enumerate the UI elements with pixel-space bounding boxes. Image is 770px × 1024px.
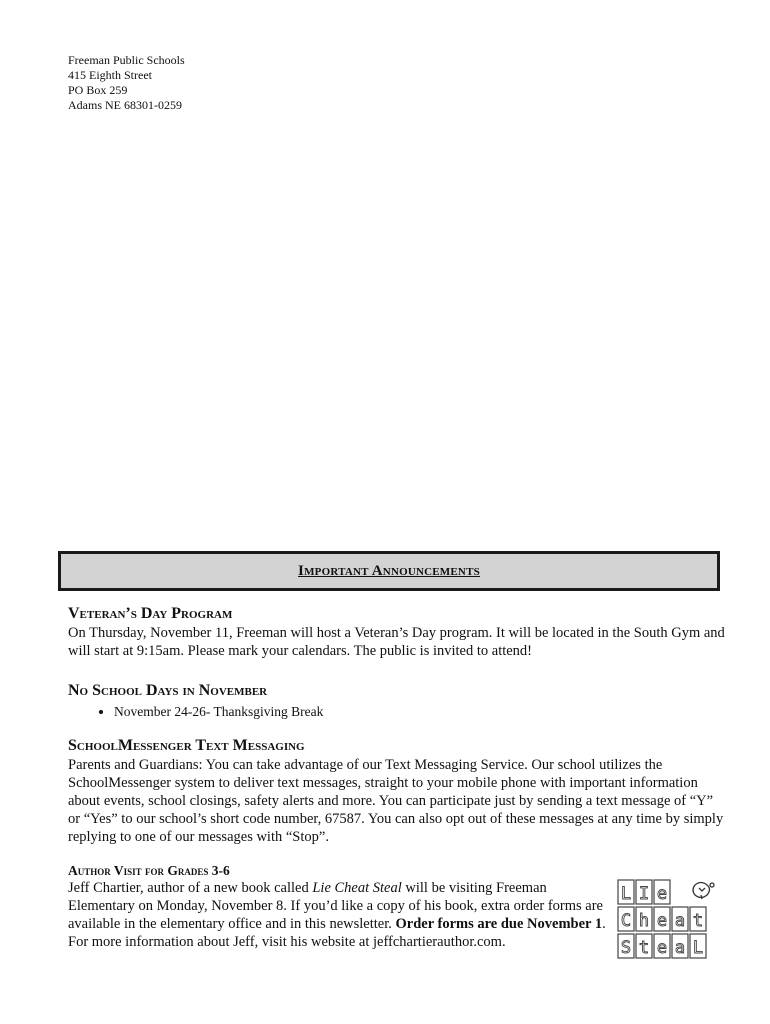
svg-text:e: e: [656, 938, 668, 958]
veterans-day-body: On Thursday, November 11, Freeman will host a Veteran’s Day program. It will be located in the South Gym and will start at 9:15am. Please mark your calendars. The public is invited to attend!: [68, 625, 725, 659]
no-school-section: [68, 681, 728, 721]
announcements-banner: [58, 551, 720, 591]
svg-text:S: S: [620, 938, 632, 958]
author-visit-section: [68, 862, 608, 951]
address-line-3: PO Box 259: [68, 83, 128, 97]
schoolmessenger-body: Parents and Guardians: You can take advantage of our Text Messaging Service. Our school utilizes the SchoolMessenger system to deliver text messages, straight to your mobile phone with important information about events, school closings, safety alerts and more. You can participate just by sending a text message of “Y” or “Yes” to our school’s short code number, 67587. You can also opt out of these messages at any time by simply replying to one of our messages with “Stop”.: [68, 757, 724, 845]
svg-text:C: C: [620, 911, 632, 931]
author-text-2: will be visiting Freeman Elementary on Monday, November 8. If you’d like a copy of his book, extra order forms are available in the elementary office and in this newsletter.: [68, 880, 603, 932]
svg-text:a: a: [674, 938, 686, 958]
svg-text:t: t: [638, 938, 650, 958]
svg-text:e: e: [656, 884, 668, 904]
no-school-heading: No School Days in November: [68, 682, 268, 699]
veterans-day-heading: Veteran’s Day Program: [68, 605, 233, 622]
address-line-2: 415 Eighth Street: [68, 68, 152, 82]
author-visit-heading: Author Visit for Grades 3-6: [68, 863, 230, 878]
svg-text:e: e: [656, 911, 668, 931]
list-item: • November 24-26- Thanksgiving Break: [114, 703, 728, 721]
order-deadline: Order forms are due November 1: [395, 916, 603, 932]
author-text-1: Jeff Chartier, author of a new book called: [68, 880, 313, 896]
address-line-4: Adams NE 68301-0259: [68, 98, 182, 112]
author-visit-body: [68, 879, 608, 951]
ornament-icon: [693, 883, 714, 900]
author-text-3: . For more information about Jeff, visit his website at jeffchartierauthor.com.: [68, 916, 606, 950]
veterans-day-section: [68, 604, 728, 660]
schoolmessenger-heading: SchoolMessenger Text Messaging: [68, 737, 305, 754]
return-address: [68, 53, 185, 113]
svg-text:a: a: [674, 911, 686, 931]
svg-text:I: I: [638, 884, 650, 904]
svg-text:L: L: [692, 938, 704, 958]
banner-title: Important Announcements: [298, 562, 480, 579]
svg-text:h: h: [638, 911, 650, 931]
schoolmessenger-section: [68, 736, 728, 846]
svg-text:L: L: [620, 884, 632, 904]
svg-text:t: t: [692, 911, 704, 931]
no-school-list: [68, 703, 728, 721]
book-title: Lie Cheat Steal: [312, 880, 402, 896]
lie-cheat-steal-logo: [617, 879, 725, 961]
address-line-1: Freeman Public Schools: [68, 53, 185, 67]
